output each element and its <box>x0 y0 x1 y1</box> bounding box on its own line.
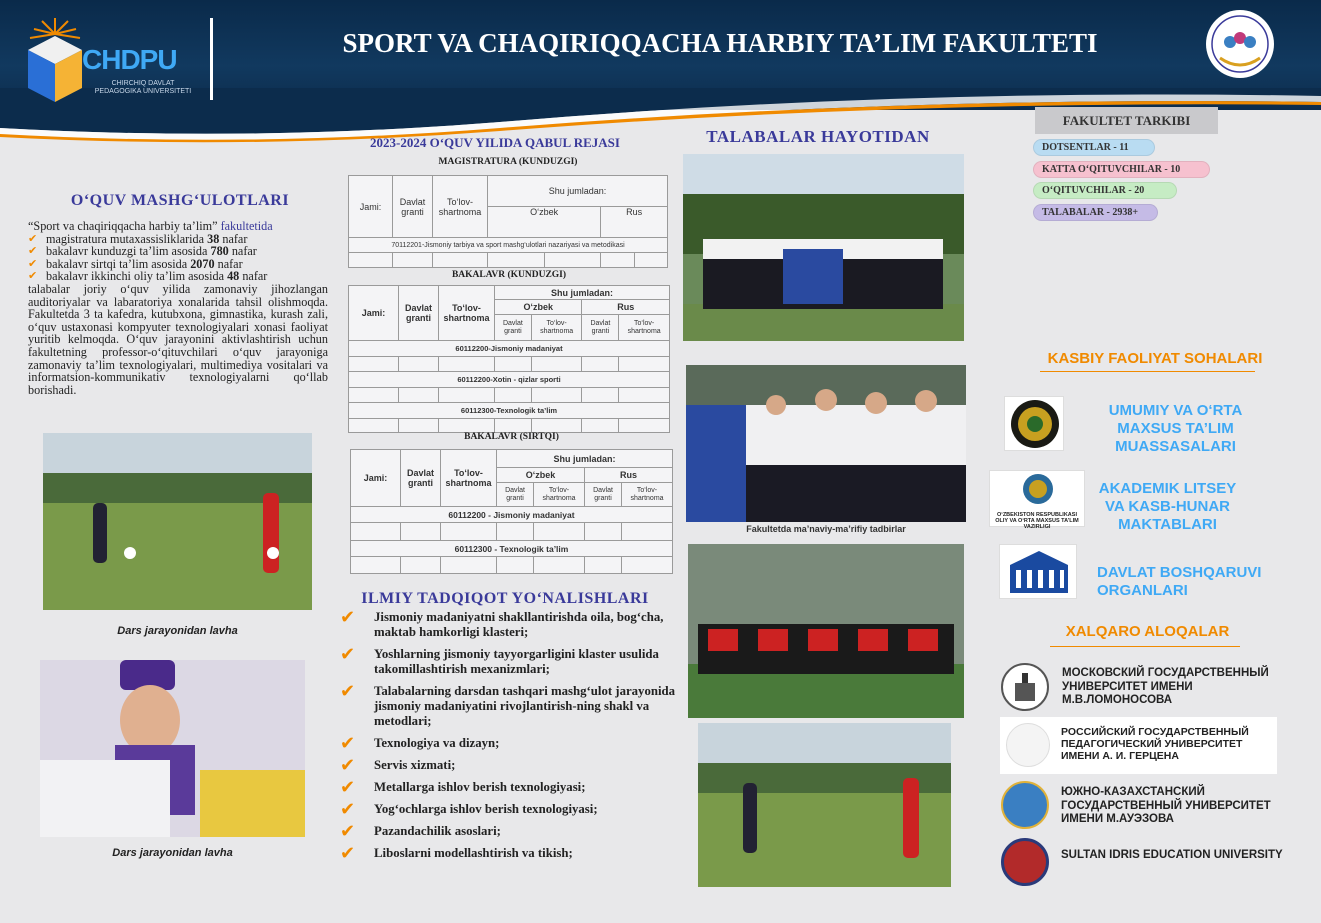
table-row: 60112200-Xotin - qizlar sporti <box>349 372 670 388</box>
table-row: 60112200 - Jismoniy madaniyat <box>351 507 673 523</box>
stat-pill-oqituvchilar: O‘QITUVCHILAR - 20 <box>1033 182 1177 199</box>
list-item: ✔ Jismoniy madaniyatni shakllantirishda oila, bog‘cha, maktab hamkorligi klasteri; <box>340 607 664 639</box>
table-subheader: Davlat granti <box>497 483 534 507</box>
fakultet-title: FAKULTET TARKIBI <box>1035 107 1218 134</box>
list-item: ✔ Yoshlarning jismoniy tayyorgarligini klaster usulida takomillashtirish mexanizmlari; <box>340 644 659 676</box>
table-header: To‘lov-shartnoma <box>433 176 488 238</box>
list-item: ✔ Servis xizmati; <box>340 755 456 776</box>
divider <box>1040 371 1255 372</box>
check-icon: ✔ <box>340 733 356 754</box>
table-subheader: Davlat granti <box>582 315 619 341</box>
partner-university: РОССИЙСКИЙ ГОСУДАРСТВЕННЫЙ ПЕДАГОГИЧЕСКИЙ УНИВЕРСИТЕТ ИМЕНИ А. И. ГЕРЦЕНА <box>1061 726 1249 762</box>
oquv-item: ✔ bakalavr sirtqi ta’lim asosida 2070 nafar <box>28 258 328 271</box>
photo-seated-audience <box>686 365 966 522</box>
table-row: 70112201-Jismoniy tarbiya va sport mashg‘ulotlari nazariyasi va metodikasi <box>349 238 668 253</box>
table-header: To‘lov-shartnoma <box>439 286 495 341</box>
check-icon: ✔ <box>340 821 356 842</box>
logo-text: CHDPU <box>82 44 177 75</box>
photo-caption: Fakultetda ma’naviy-ma’rifiy tadbirlar <box>746 524 906 534</box>
photo-football-team <box>688 544 964 718</box>
photo-caption: Dars jarayonidan lavha <box>112 847 233 859</box>
photo-caption: Dars jarayonidan lavha <box>117 625 238 637</box>
table-row: 60112200-Jismoniy madaniyat <box>349 341 670 357</box>
list-item: ✔ Pazandachilik asoslari; <box>340 821 501 842</box>
oquv-rest: talabalar joriy o‘quv yilida zamonaviy jihozlangan auditoriyalar va labaratoriya xonalarida tahsil olishmoqda. Fakultetda 3 ta kafedra, kutubxona, gimnastika, kurash zali, o‘quv ustaxonasi kompyuter texnologiyalari xonasi faoliyat yuritib kelmoqda. O‘quv jarayonini aktivlashtirish uchun fakultetning professor-o‘qituvchilari o‘quv jarayoniga zamonaviy ta’lim texnologiyalari, multimediya vositalari va informatsion-kommunikativ texnologiyalarni qo‘llab borishadi. <box>28 281 328 397</box>
table-header: Davlat granti <box>393 176 433 238</box>
check-icon: ✔ <box>340 799 356 820</box>
photo-football-lesson <box>43 433 312 610</box>
seal-icon <box>1004 396 1064 451</box>
check-icon: ✔ <box>340 644 356 665</box>
stat-pill-katta-oqituvchilar: KATTA O‘QITUVCHILAR - 10 <box>1033 161 1210 178</box>
photo-football-training <box>698 723 951 887</box>
check-icon: ✔ <box>340 755 356 776</box>
table-subheader: To‘lov-shartnoma <box>619 315 670 341</box>
list-item: ✔ Metallarga ishlov berish texnologiyasi; <box>340 777 586 798</box>
list-item: ✔ Texnologiya va dizayn; <box>340 733 500 754</box>
table-row: 60112300 - Texnologik ta’lim <box>351 541 673 557</box>
table-header: O‘zbek <box>495 300 582 315</box>
table-title-magistratura: MAGISTRATURA (KUNDUZGI) <box>438 157 578 167</box>
list-item: ✔ Liboslarni modellashtirish va tikish; <box>340 843 573 864</box>
sultan-idris-logo-icon <box>1001 838 1049 886</box>
table-header: O‘zbek <box>488 207 601 238</box>
kasbiy-title: KASBIY FAOLIYAT SOHALARI <box>1047 350 1263 367</box>
divider <box>1050 646 1240 647</box>
table-header: Jami: <box>351 450 401 507</box>
table-header: Rus <box>601 207 668 238</box>
table-subheader: Davlat granti <box>495 315 532 341</box>
check-icon: ✔ <box>340 777 356 798</box>
header-divider <box>210 18 213 100</box>
stat-pill-talabalar: TALABALAR - 2938+ <box>1033 204 1158 221</box>
table-header: Jami: <box>349 286 399 341</box>
auezov-logo-icon <box>1001 781 1049 829</box>
kasbiy-item: UMUMIY VA O‘RTA MAXSUS TA’LIM MUASSASALARI <box>1108 402 1243 455</box>
table-title-bakalavr-sirtqi: BAKALAVR (SIRTQI) <box>464 432 559 442</box>
list-item: ✔ Talabalarning darsdan tashqari mashg‘ulot jarayonida jismoniy madaniyatini rivojlantirish-ning shakl va metodlari; <box>340 681 676 728</box>
table-row: 60112300-Texnologik ta’lim <box>349 403 670 419</box>
check-icon: ✔ <box>340 681 356 702</box>
oquv-text <box>28 220 328 396</box>
partner-university: МОСКОВСКИЙ ГОСУДАРСТВЕННЫЙ УНИВЕРСИТЕТ ИМЕНИ М.В.ЛОМОНОСОВА <box>1062 667 1269 706</box>
qabul-title: 2023-2024 O‘QUV YILIDA QABUL REJASI <box>370 135 620 150</box>
photo-sewing-lesson <box>40 660 305 837</box>
table-header: Shu jumladan: <box>495 286 670 300</box>
page-title: SPORT VA CHAQIRIQQACHA HARBIY TA’LIM FAKULTETI <box>342 28 1098 58</box>
oquv-intro: “Sport va chaqiriqqacha harbiy ta’lim” <box>28 219 221 233</box>
table-subheader: Davlat granti <box>584 483 621 507</box>
stat-pill-dotsentlar: DOTSENTLAR - 11 <box>1033 139 1155 156</box>
table-header: Rus <box>584 468 672 483</box>
table-header: Rus <box>582 300 670 315</box>
admission-table-bakalavr-sirtqi <box>350 449 673 574</box>
logo-subtitle: CHIRCHIQ DAVLAT PEDAGOGIKA UNIVERSITETI <box>94 80 192 95</box>
kasbiy-item: AKADEMIK LITSEY VA KASB-HUNAR MAKTABLARI <box>1098 480 1237 533</box>
table-header: Davlat granti <box>399 286 439 341</box>
xalqaro-title: XALQARO ALOQALAR <box>1065 623 1230 640</box>
faculty-emblem <box>1204 8 1276 80</box>
oquv-item: ✔ bakalavr kunduzgi ta’lim asosida 780 nafar <box>28 245 328 258</box>
oquv-item: ✔ magistratura mutaxassisliklarida 38 nafar <box>28 233 328 246</box>
oquv-intro-link: fakultetida <box>220 219 273 233</box>
kasbiy-item: DAVLAT BOSHQARUVI ORGANLARI <box>1097 564 1262 599</box>
oquv-item: ✔ bakalavr ikkinchi oliy ta’lim asosida 48 nafar <box>28 270 328 283</box>
table-header: Shu jumladan: <box>497 450 673 468</box>
msu-logo-icon <box>1001 663 1049 711</box>
table-header: Davlat granti <box>401 450 441 507</box>
table-title-bakalavr-kunduzgi: BAKALAVR (KUNDUZGI) <box>451 270 567 280</box>
table-header: Jami: <box>349 176 393 238</box>
ilmiy-section-title: ILMIY TADQIQOT YO‘NALISHLARI <box>361 590 649 607</box>
table-subheader: To‘lov-shartnoma <box>622 483 673 507</box>
check-icon: ✔ <box>340 843 356 864</box>
ministry-text: O‘ZBEKISTON RESPUBLIKASI OLIY VA O‘RTA MAXSUS TA’LIM VAZIRLIGI <box>995 512 1079 530</box>
partner-university: ЮЖНО-КАЗАХСТАНСКИЙ ГОСУДАРСТВЕННЫЙ УНИВЕРСИТЕТ ИМЕНИ М.АУЭЗОВА <box>1061 786 1271 825</box>
partner-university: SULTAN IDRIS EDUCATION UNIVERSITY <box>1061 849 1283 861</box>
table-header: O‘zbek <box>497 468 585 483</box>
table-header: To‘lov-shartnoma <box>441 450 497 507</box>
government-building-icon <box>999 544 1077 599</box>
herzen-logo-icon <box>1006 723 1050 767</box>
talaba-section-title: TALABALAR HAYOTIDAN <box>706 127 930 146</box>
check-icon: ✔ <box>340 607 356 628</box>
oquv-section-title: O‘QUV MASHG‘ULOTLARI <box>70 192 290 209</box>
table-header: Shu jumladan: <box>488 176 668 207</box>
admission-table-bakalavr-kunduzgi <box>348 285 670 433</box>
table-subheader: To‘lov-shartnoma <box>534 483 585 507</box>
list-item: ✔ Yog‘ochlarga ishlov berish texnologiyasi; <box>340 799 598 820</box>
ilmiy-list <box>340 607 685 868</box>
ministry-emblem-icon <box>989 470 1085 530</box>
table-subheader: To‘lov-shartnoma <box>531 315 582 341</box>
photo-group-event <box>683 154 964 341</box>
admission-table-magistratura <box>348 175 668 268</box>
